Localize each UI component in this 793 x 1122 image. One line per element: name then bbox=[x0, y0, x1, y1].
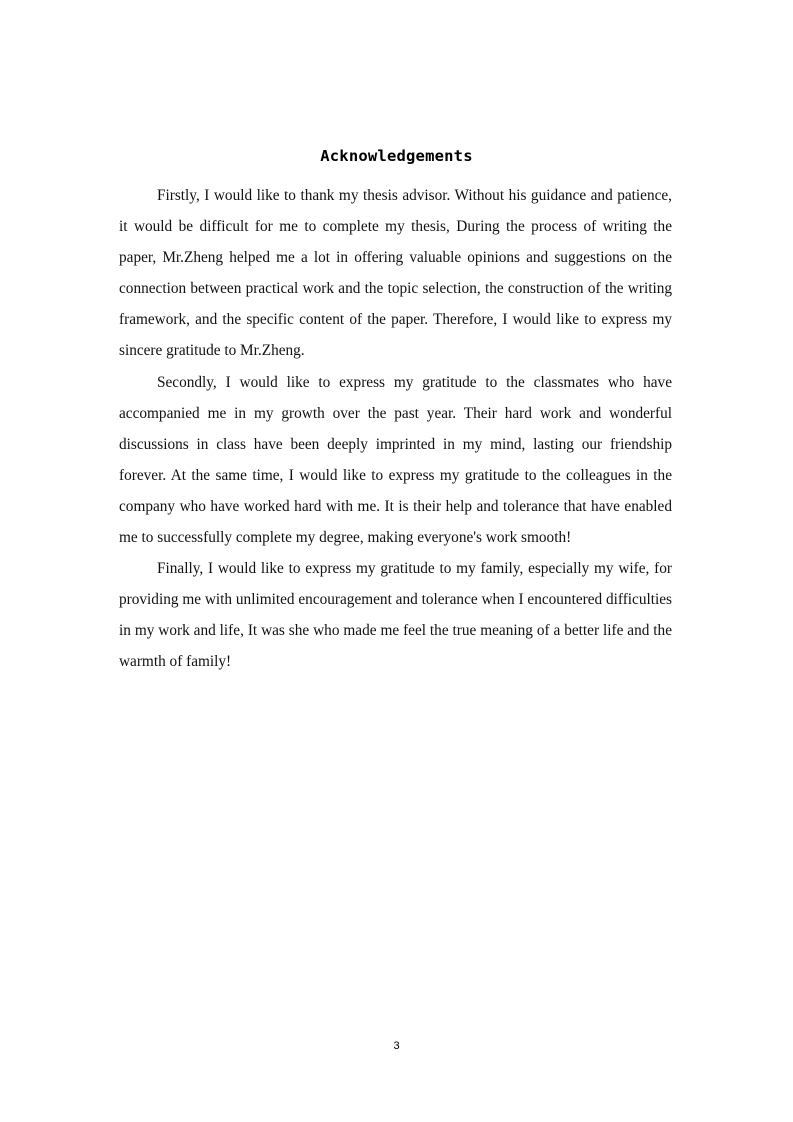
body-text bbox=[119, 180, 672, 678]
page-title: Acknowledgements bbox=[320, 147, 473, 165]
paragraph-classmates: Secondly, I would like to express my gratitude to the classmates who have accompanied me in my growth over the past year. Their hard work and wonderful discussions in class have been deeply imprinted in my mind, lasting our friendship forever. At the same time, I would like to express my gratitude to the colleagues in the company who have worked hard with me. It is their help and tolerance that have enabled me to successfully complete my degree, making everyone's work smooth! bbox=[119, 373, 672, 547]
page-number: 3 bbox=[393, 1040, 400, 1052]
paragraph-family: Finally, I would like to express my gratitude to my family, especially my wife, for providing me with unlimited encouragement and tolerance when I encountered difficulties in my work and life, It was she who made me feel the true meaning of a better life and the warmth of family! bbox=[119, 560, 672, 671]
paragraph-advisor: Firstly, I would like to thank my thesis advisor. Without his guidance and patience, it would be difficult for me to complete my thesis, During the process of writing the paper, Mr.Zheng helped me a lot in offering valuable opinions and suggestions on the connection between practical work and the topic selection, the construction of the writing framework, and the specific content of the paper. Therefore, I would like to express my sincere gratitude to Mr.Zheng. bbox=[119, 187, 672, 360]
